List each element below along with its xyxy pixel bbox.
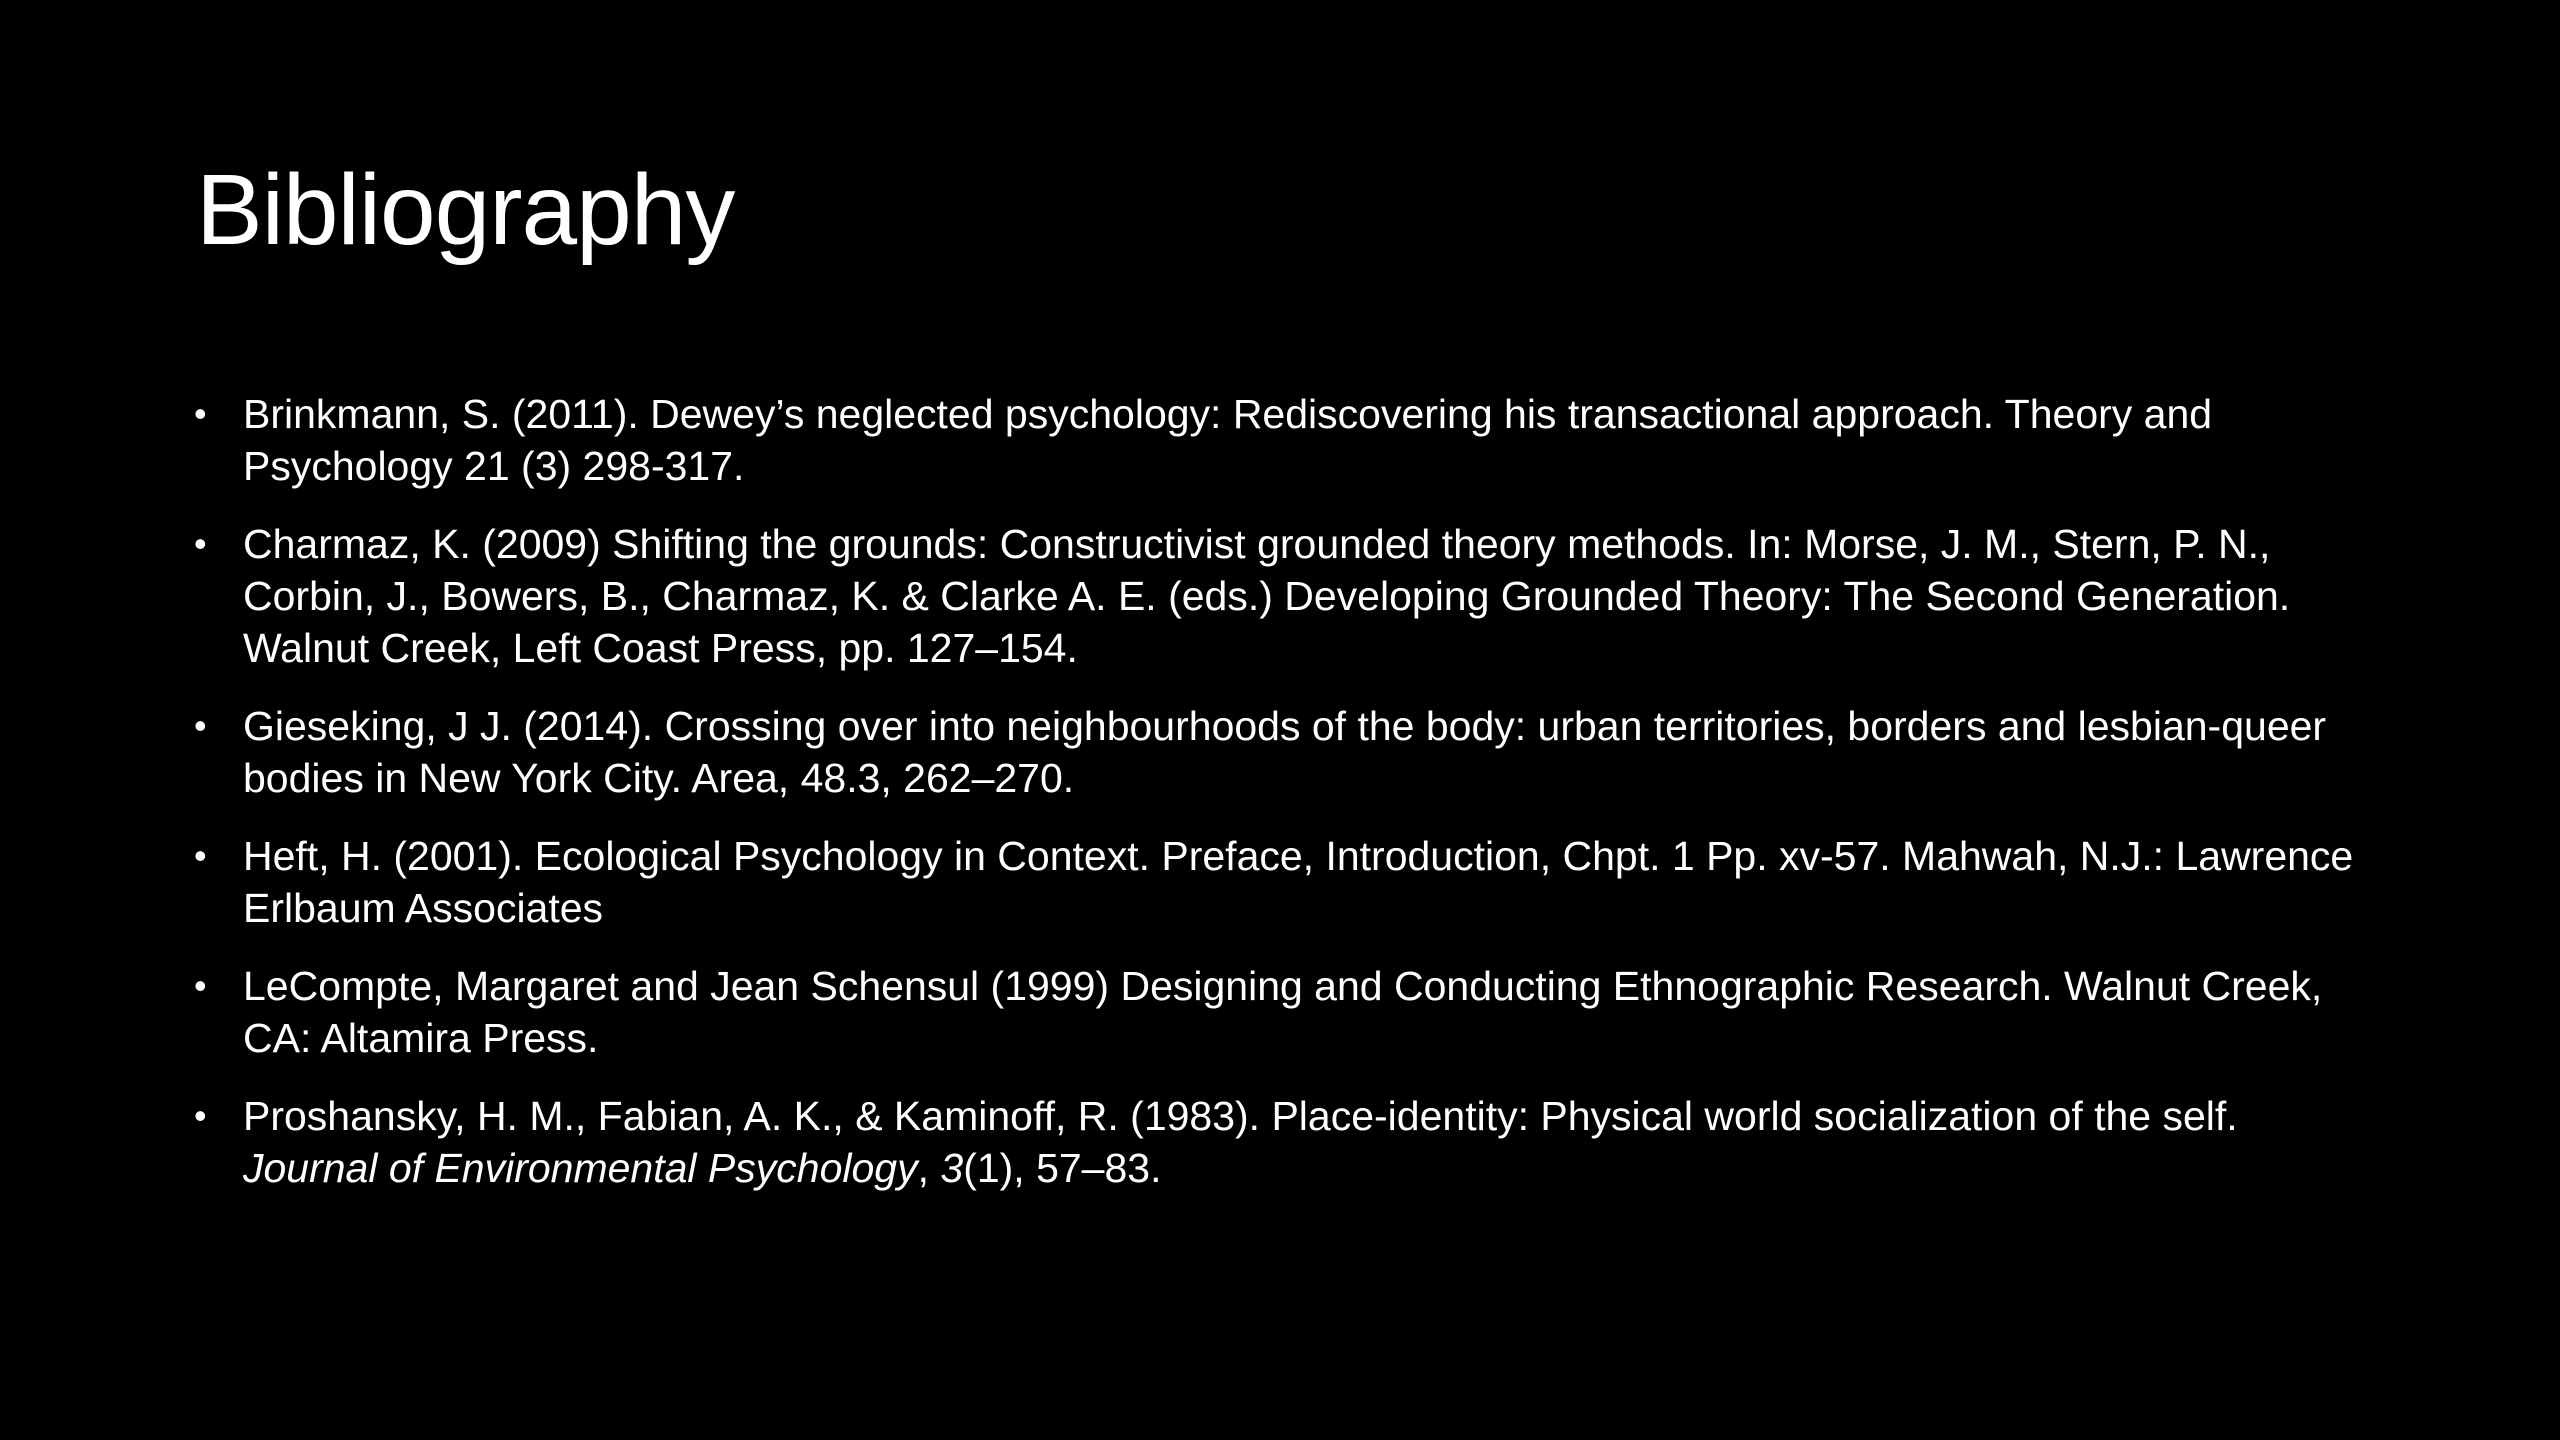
journal-volume: 3 — [940, 1145, 964, 1191]
reference-list — [194, 388, 2364, 1220]
bullet-icon: • — [194, 965, 207, 1006]
reference-text: Charmaz, K. (2009) Shifting the grounds: Constructivist grounded theory methods. In: Morse, J. M., Stern, P. N., Corbin, J., Bowers, B., Charmaz, K. & Clarke A. E. (eds.) Developing Grounded Theory: The Second Generation. Walnut Creek, Left Coast Press, pp. 127–154. — [243, 521, 2291, 671]
bullet-icon: • — [194, 523, 207, 564]
bullet-icon: • — [194, 1095, 207, 1136]
bullet-icon: • — [194, 835, 207, 876]
reference-item — [194, 830, 2364, 934]
reference-item — [194, 518, 2364, 674]
reference-item — [194, 1090, 2364, 1194]
bullet-icon: • — [194, 393, 207, 434]
reference-text: Gieseking, J J. (2014). Crossing over into neighbourhoods of the body: urban territories, borders and lesbian-queer bodies in New York City. Area, 48.3, 262–270. — [243, 703, 2327, 801]
slide-title: Bibliography — [196, 154, 735, 266]
reference-text: LeCompte, Margaret and Jean Schensul (1999) Designing and Conducting Ethnographic Research. Walnut Creek, CA: Altamira Press. — [243, 963, 2323, 1061]
journal-title: Journal of Environmental Psychology — [243, 1145, 918, 1191]
reference-text: Brinkmann, S. (2011). Dewey’s neglected psychology: Rediscovering his transactional approach. Theory and Psychology 21 (3) 298-317. — [243, 391, 2213, 489]
reference-issue-pages: (1), 57–83. — [963, 1145, 1162, 1191]
reference-separator: , — [917, 1145, 941, 1191]
reference-item — [194, 388, 2364, 492]
reference-text: Heft, H. (2001). Ecological Psychology in Context. Preface, Introduction, Chpt. 1 Pp. xv-57. Mahwah, N.J.: Lawrence Erlbaum Associates — [243, 833, 2354, 931]
reference-item — [194, 700, 2364, 804]
reference-text: Proshansky, H. M., Fabian, A. K., & Kaminoff, R. (1983). Place-identity: Physical world socialization of the self. — [243, 1093, 2238, 1139]
bullet-icon: • — [194, 705, 207, 746]
reference-item — [194, 960, 2364, 1064]
